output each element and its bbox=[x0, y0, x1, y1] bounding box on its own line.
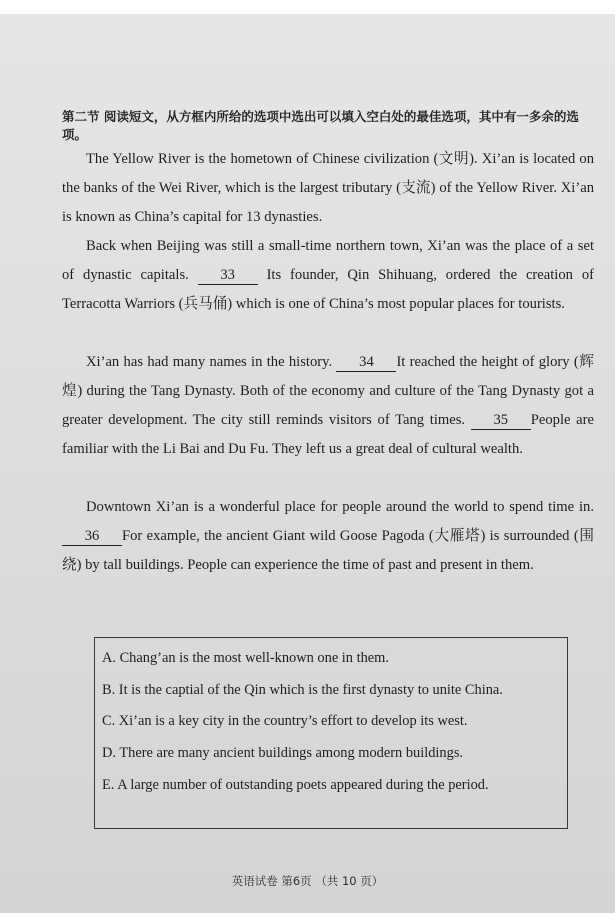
option-d[interactable]: D. There are many ancient buildings among modern buildings. bbox=[102, 745, 464, 761]
section-instruction: 第二节 阅读短文，从方框内所给的选项中选出可以填入空白处的最佳选项，其中有一多余的选项。 bbox=[62, 109, 579, 142]
paragraph-3-text-after: People are familiar with the Li Bai and Du Fu. They left us a great deal of cultural wealth. bbox=[62, 412, 594, 457]
paragraph-2-text-after: Its founder, Qin Shihuang, ordered the creation of Terracotta Warriors (兵马俑) which is one of China’s most popular places for tourists. bbox=[62, 267, 594, 312]
option-b[interactable]: B. It is the captial of the Qin which is the first dynasty to unite China. bbox=[102, 682, 503, 698]
blank-35[interactable]: 35 bbox=[471, 412, 531, 430]
paragraph-4-text-before: Downtown Xi’an is a wonderful place for people around the world to spend time in. bbox=[86, 499, 594, 515]
passage-paragraph-2 bbox=[62, 232, 594, 319]
page-footer: 英语试卷 第6页 （共 10 页） bbox=[231, 874, 384, 888]
passage-paragraph-1 bbox=[62, 145, 594, 232]
paragraph-3-text-mid: It reached the height of glory (辉煌) during the Tang Dynasty. Both of the economy and culture of the Tang Dynasty got a greater development. The city still reminds visitors of Tang times. bbox=[62, 354, 595, 428]
paragraph-3-text-before: Xi’an has had many names in the history. bbox=[86, 354, 333, 370]
blank-36[interactable]: 36 bbox=[62, 528, 122, 546]
passage-paragraph-3 bbox=[62, 348, 594, 464]
passage-paragraph-4 bbox=[62, 493, 594, 580]
paragraph-1-text: The Yellow River is the hometown of Chinese civilization (文明). Xi’an is located on the banks of the Wei River, which is the largest tributary (支流) of the Yellow River. Xi’an is known as China’s capital for 13 dynasties. bbox=[62, 151, 594, 225]
top-margin bbox=[0, 0, 615, 14]
option-c[interactable]: C. Xi’an is a key city in the country’s effort to develop its west. bbox=[102, 713, 468, 729]
paragraph-4-text-after: For example, the ancient Giant wild Goose Pagoda (大雁塔) is surrounded (围绕) by tall buildings. People can experience the time of past and present in them. bbox=[62, 528, 594, 573]
option-e[interactable]: E. A large number of outstanding poets appeared during the period. bbox=[102, 777, 489, 793]
blank-33[interactable]: 33 bbox=[198, 267, 258, 285]
paragraph-2-text-before: Back when Beijing was still a small-time northern town, Xi’an was the place of a set of dynastic capitals. bbox=[62, 238, 594, 283]
blank-34[interactable]: 34 bbox=[336, 354, 396, 372]
option-a[interactable]: A. Chang’an is the most well-known one in them. bbox=[102, 650, 389, 666]
